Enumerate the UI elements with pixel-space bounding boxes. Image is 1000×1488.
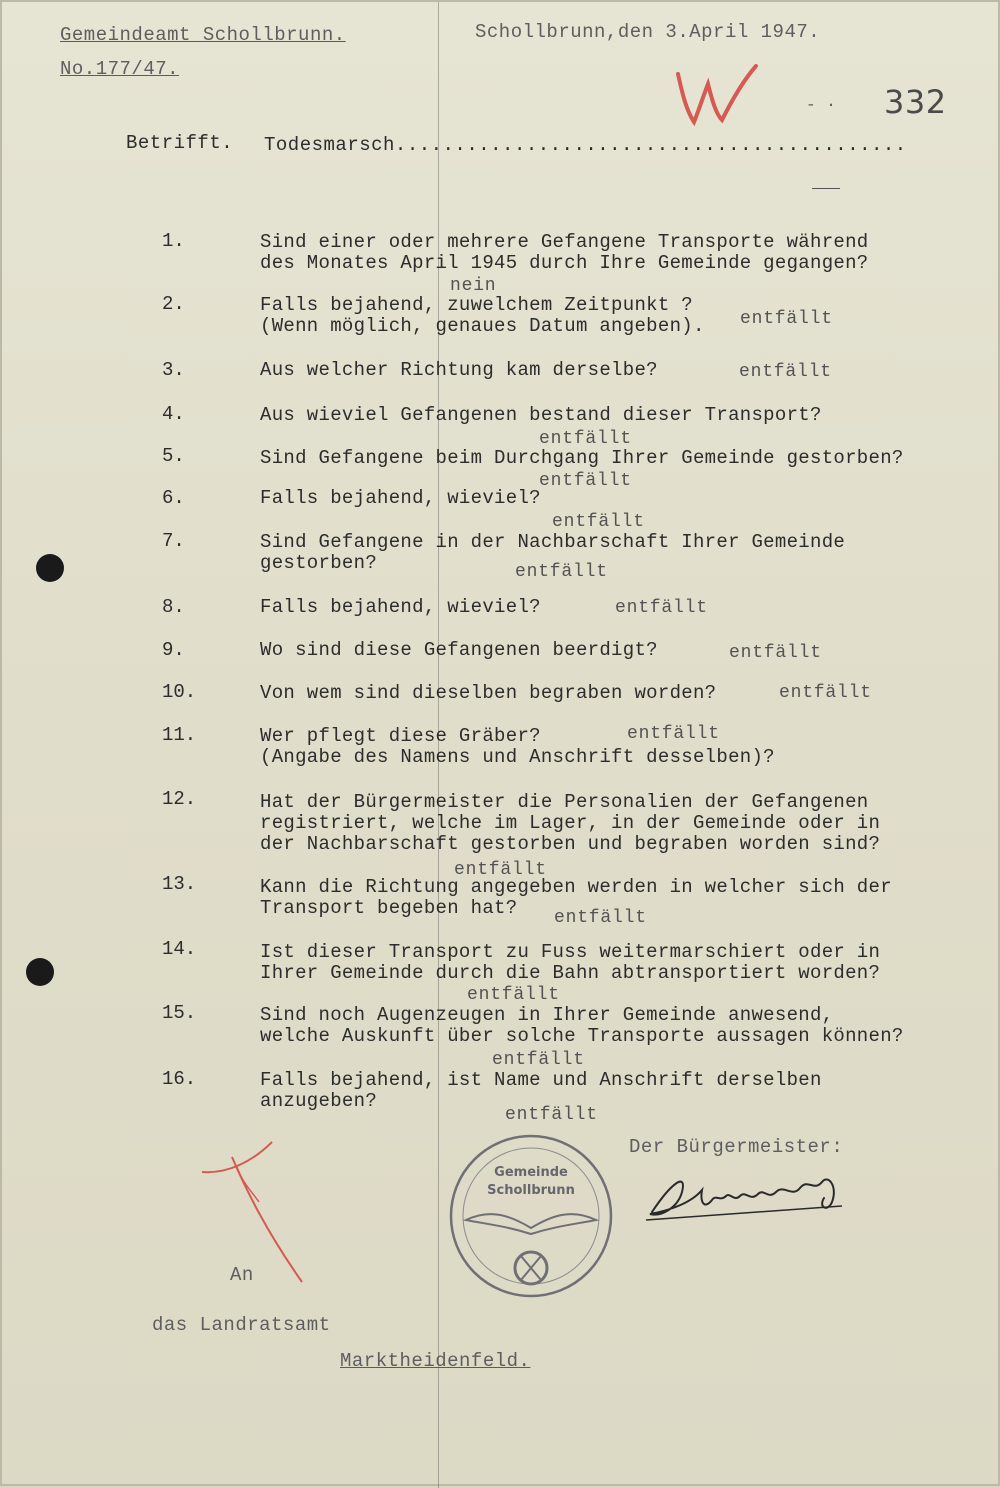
place-date: Schollbrunn,den 3.April 1947.: [475, 21, 821, 43]
answer-text: entfällt: [739, 362, 832, 382]
answer-text: entfällt: [454, 860, 547, 880]
question-number: 10.: [162, 681, 197, 703]
office-name: Gemeindeamt Schollbrunn.: [60, 24, 346, 46]
question-text: Wo sind diese Gefangenen beerdigt?: [260, 639, 658, 661]
question-number: 4.: [162, 403, 185, 425]
red-pencil-mark: [197, 1132, 312, 1292]
answer-text: entfällt: [552, 512, 645, 532]
answer-text: entfällt: [515, 562, 608, 582]
question-text: Sind Gefangene beim Durchgang Ihrer Gemeinde gestorben?: [260, 447, 904, 469]
seal-text-line2: Schollbrunn: [487, 1183, 575, 1198]
question-number: 3.: [162, 359, 185, 381]
answer-text: nein: [450, 276, 497, 296]
address-line2: Marktheidenfeld.: [340, 1350, 531, 1372]
question-text: Wer pflegt diese Gräber? (Angabe des Namens und Anschrift desselben)?: [260, 725, 775, 768]
red-w-mark: [672, 62, 762, 132]
answer-text: entfällt: [492, 1050, 585, 1070]
question-number: 1.: [162, 230, 185, 252]
short-rule: [812, 188, 840, 189]
punch-hole: [26, 958, 54, 986]
question-number: 11.: [162, 724, 197, 746]
question-text: Falls bejahend, wieviel?: [260, 487, 541, 509]
question-number: 13.: [162, 873, 197, 895]
question-text: Falls bejahend, ist Name und Anschrift derselben anzugeben?: [260, 1069, 822, 1112]
answer-text: entfällt: [539, 471, 632, 491]
question-number: 6.: [162, 487, 185, 509]
question-number: 16.: [162, 1068, 197, 1090]
answer-text: entfällt: [539, 429, 632, 449]
answer-text: entfällt: [729, 643, 822, 663]
answer-text: entfällt: [740, 309, 833, 329]
answer-text: entfällt: [554, 908, 647, 928]
address-line1: das Landratsamt: [152, 1314, 331, 1336]
question-number: 7.: [162, 530, 185, 552]
question-text: Falls bejahend, zuwelchem Zeitpunkt ? (Wenn möglich, genaues Datum angeben).: [260, 294, 705, 337]
question-text: Aus wieviel Gefangenen bestand dieser Transport?: [260, 404, 822, 426]
reference-number: No.177/47.: [60, 58, 180, 80]
archive-mark-text: W: [672, 62, 673, 63]
question-text: Sind einer oder mehrere Gefangene Transporte während des Monates April 1945 durch Ihre Gemeinde gegangen?: [260, 231, 869, 274]
question-number: 5.: [162, 445, 185, 467]
question-text: Kann die Richtung angegeben werden in welcher sich der Transport begeben hat?: [260, 876, 892, 919]
municipal-seal: [446, 1128, 616, 1303]
question-number: 2.: [162, 293, 185, 315]
mayor-title: Der Bürgermeister:: [629, 1136, 844, 1158]
question-number: 14.: [162, 938, 197, 960]
question-number: 12.: [162, 788, 197, 810]
answer-text: entfällt: [505, 1105, 598, 1125]
subject-label: Betrifft.: [126, 132, 234, 154]
question-text: Aus welcher Richtung kam derselbe?: [260, 359, 658, 381]
answer-text: entfällt: [627, 724, 720, 744]
question-number: 9.: [162, 639, 185, 661]
question-text: Sind Gefangene in der Nachbarschaft Ihrer Gemeinde gestorben?: [260, 531, 846, 574]
question-text: Sind noch Augenzeugen in Ihrer Gemeinde anwesend, welche Auskunft über solche Transporte aussagen können?: [260, 1004, 904, 1047]
question-number: 15.: [162, 1002, 197, 1024]
address-to: An: [230, 1264, 254, 1286]
question-number: 8.: [162, 596, 185, 618]
seal-text-line1: Gemeinde: [494, 1165, 568, 1180]
answer-text: entfällt: [779, 683, 872, 703]
answer-text: entfällt: [615, 598, 708, 618]
subject-value: Todesmarsch...........................................: [264, 134, 907, 156]
punch-hole: [36, 554, 64, 582]
page-number: 332: [884, 83, 947, 121]
question-text: Von wem sind dieselben begraben worden?: [260, 682, 717, 704]
mayor-signature: [642, 1162, 852, 1232]
page-dash: - ·: [806, 96, 837, 114]
question-text: Hat der Bürgermeister die Personalien der Gefangenen registriert, welche im Lager, in der Gemeinde oder in der Nachbarschaft gestorben und begraben worden sind?: [260, 791, 881, 855]
question-text: Ist dieser Transport zu Fuss weitermarschiert oder in Ihrer Gemeinde durch die Bahn abtransportiert worden?: [260, 941, 881, 984]
question-text: Falls bejahend, wieviel?: [260, 596, 541, 618]
answer-text: entfällt: [467, 985, 560, 1005]
